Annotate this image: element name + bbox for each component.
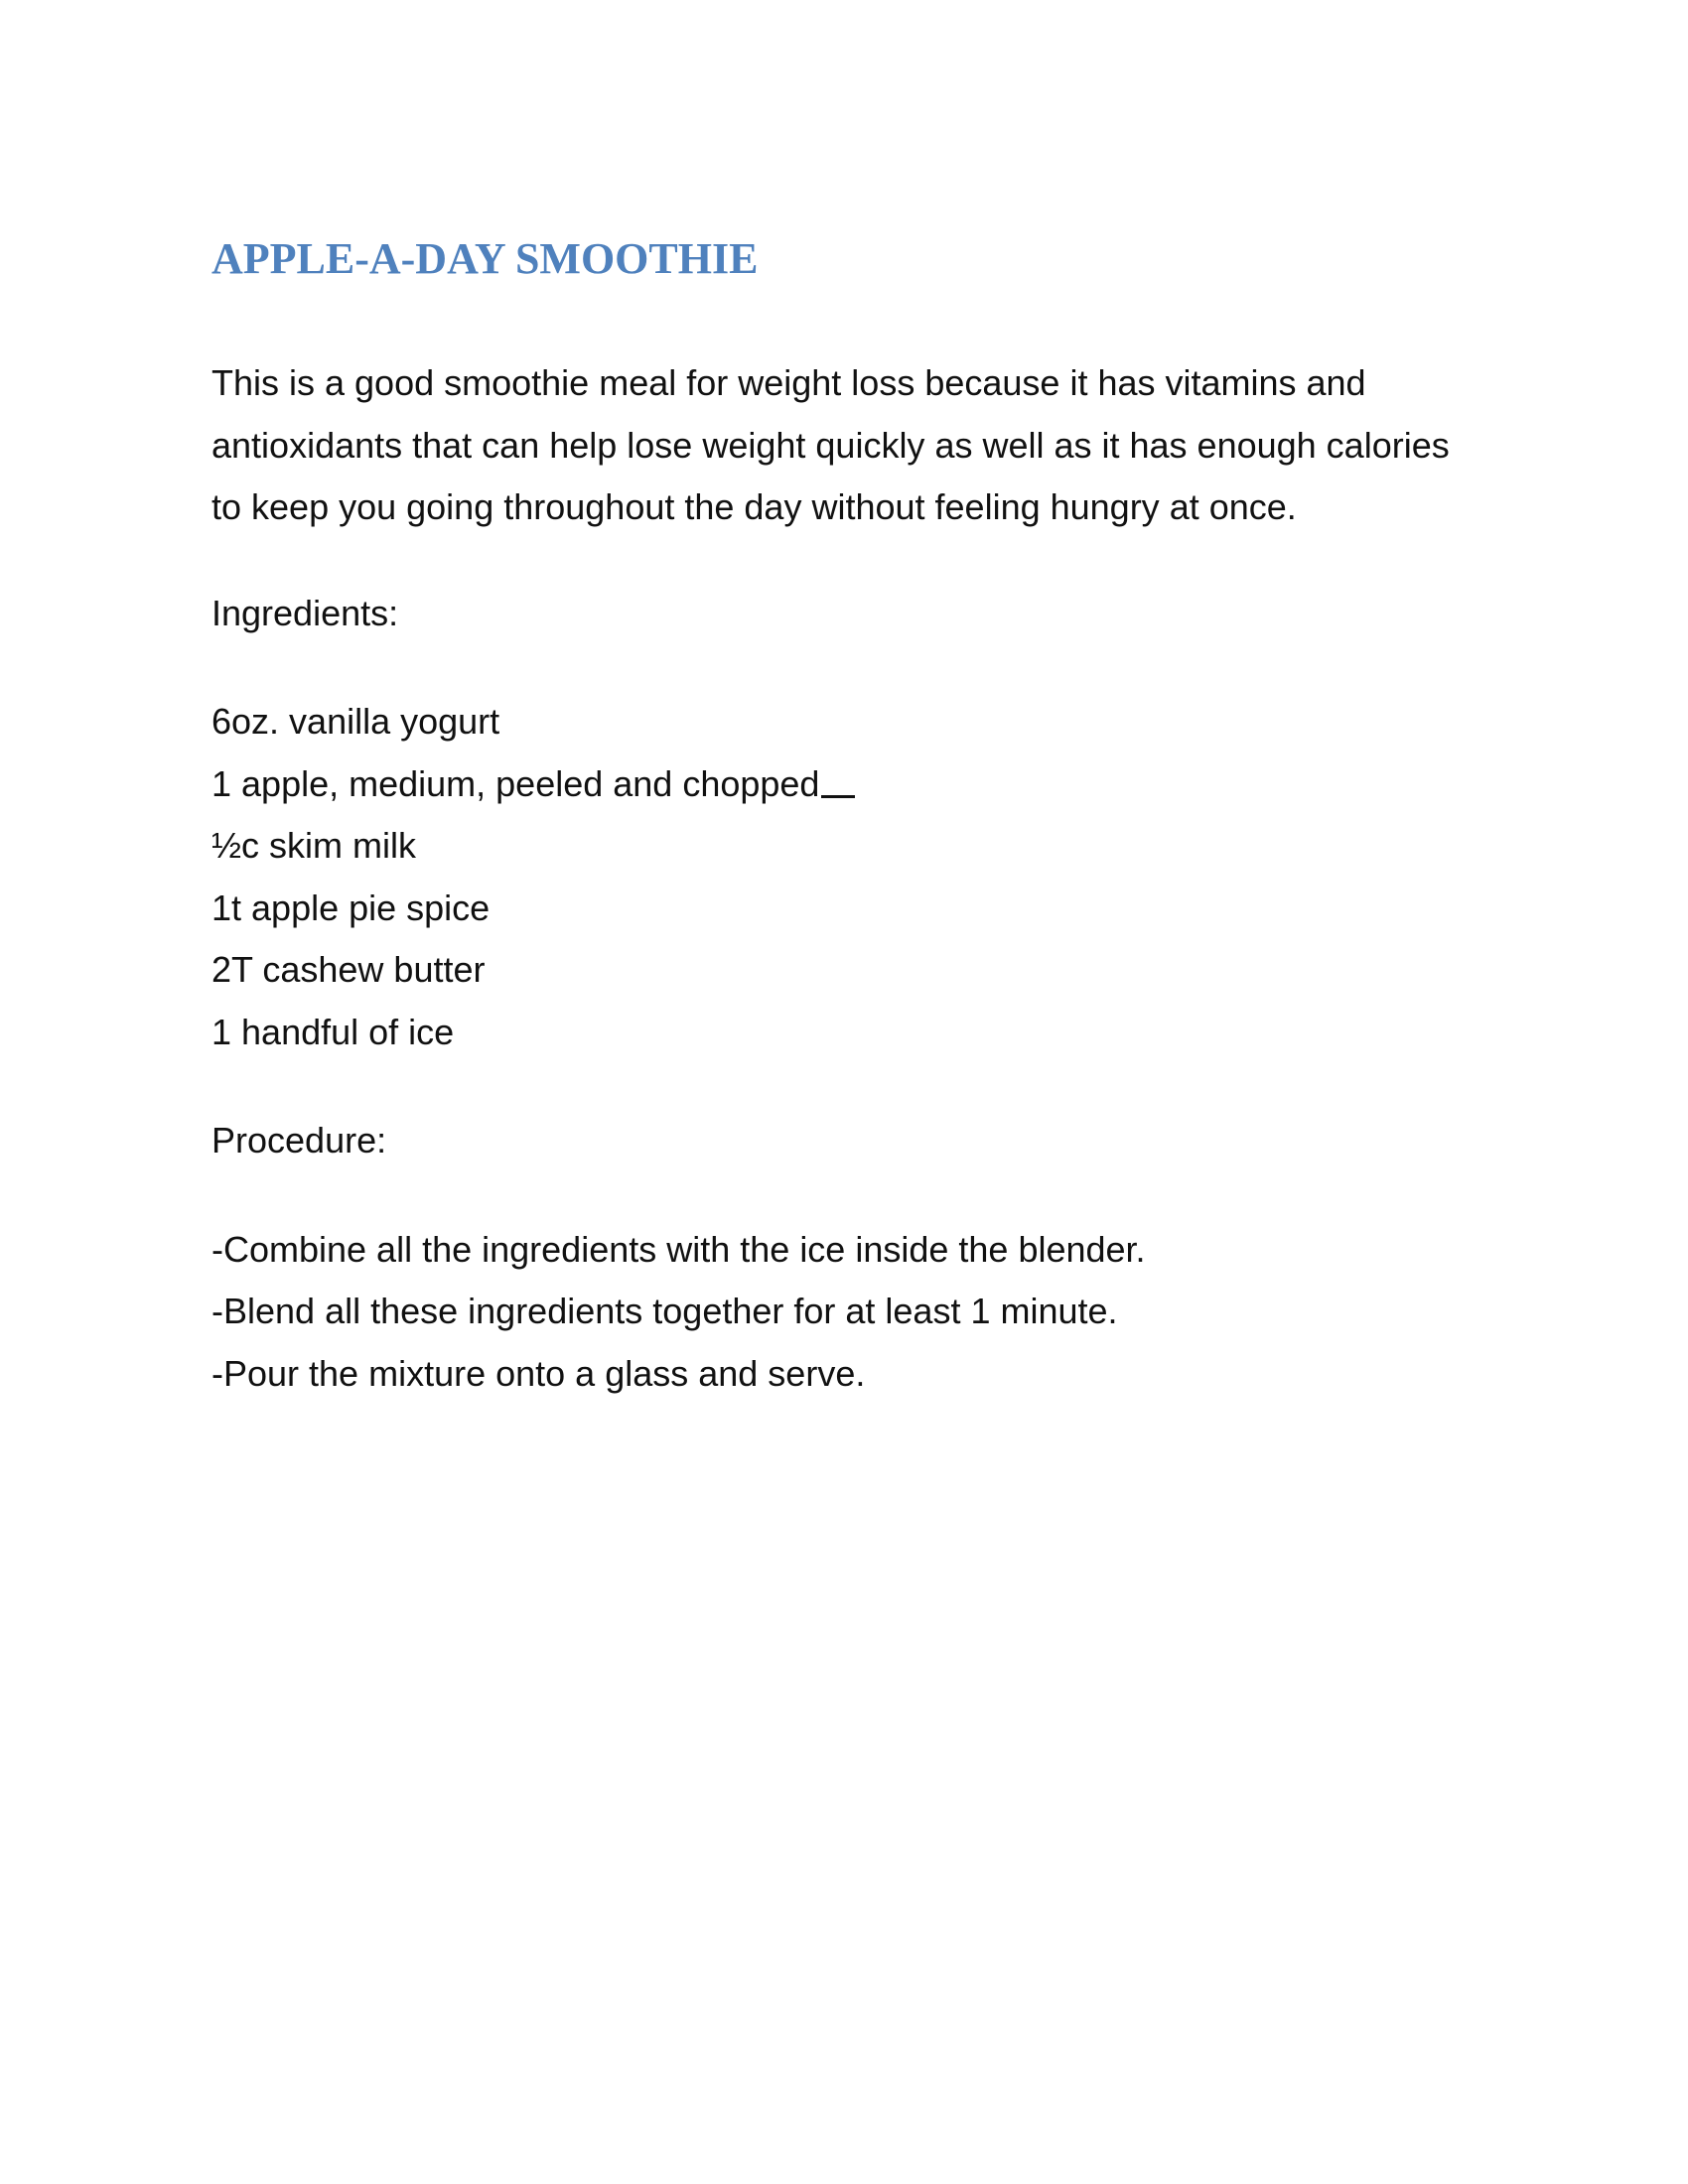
ingredient-item <box>211 878 1482 940</box>
ingredient-text: 1t apple pie spice <box>211 887 491 928</box>
ingredient-item <box>211 939 1482 1002</box>
ingredient-item <box>211 753 1482 816</box>
document-content <box>211 223 1482 1405</box>
ingredient-text: 1 handful of ice <box>211 1011 455 1052</box>
procedure-list <box>211 1219 1482 1406</box>
procedure-step: -Pour the mixture onto a glass and serve. <box>211 1352 866 1394</box>
recipe-title: APPLE-A-DAY SMOOTHIE <box>211 234 759 283</box>
underline-mark <box>821 795 855 798</box>
ingredient-item <box>211 691 1482 753</box>
procedure-step: -Blend all these ingredients together for at least 1 minute. <box>211 1291 1118 1331</box>
ingredient-text: 6oz. vanilla yogurt <box>211 701 500 742</box>
ingredient-text: 2T cashew butter <box>211 949 486 990</box>
ingredients-list <box>211 691 1482 1063</box>
procedure-step: -Combine all the ingredients with the ice inside the blender. <box>211 1228 1146 1270</box>
ingredients-heading: Ingredients: <box>211 592 399 633</box>
ingredient-text: 1 apple, medium, peeled and chopped <box>211 762 820 804</box>
ingredient-item <box>211 815 1482 878</box>
ingredient-item <box>211 1002 1482 1064</box>
recipe-intro: This is a good smoothie meal for weight loss because it has vitamins and antioxidants that can help lose weight quickly as well as it has enough calories to keep you going throughout the day without feeling hungry at once. <box>211 362 1450 527</box>
procedure-heading: Procedure: <box>211 1120 387 1160</box>
ingredient-text: ½c skim milk <box>211 825 416 866</box>
